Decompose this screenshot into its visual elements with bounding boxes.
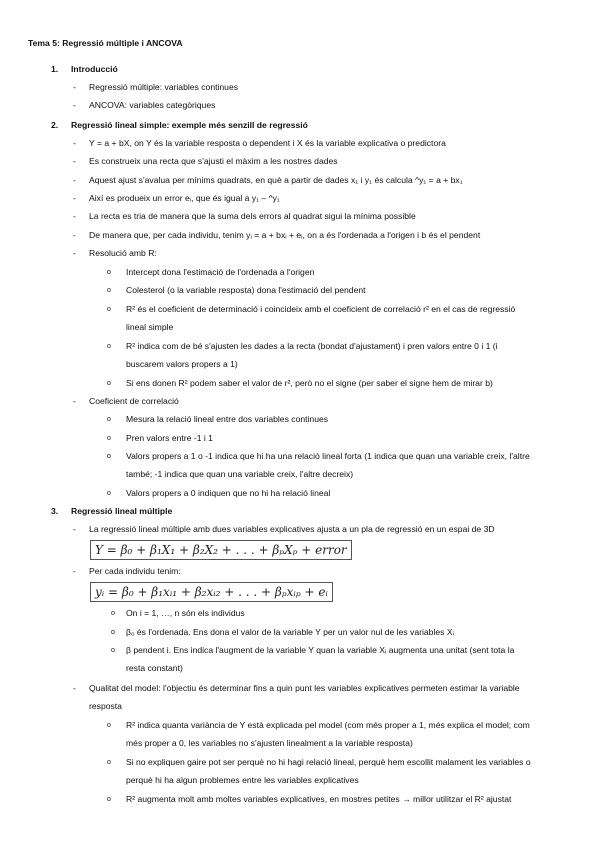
dash-bullet: -: [73, 683, 76, 693]
sub-item: Valors propers a 1 o -1 indica que hi ha una relació lineal forta (1 indica que quan una variable creix, l'altre: [126, 451, 530, 461]
circle-bullet-icon: o: [111, 629, 115, 636]
list-item: Resolució amb R:: [89, 248, 157, 258]
sub-item: Si no expliquen gaire pot ser perquè no hi hagi relació lineal, perquè hem escollit malament les variables o: [126, 757, 531, 767]
circle-bullet-icon: o: [107, 722, 111, 729]
dash-bullet: -: [73, 100, 76, 110]
list-item: De manera que, per cada individu, tenim yᵢ = a + bxᵢ + eᵢ, on a és l'ordenada a l'origen i b és el pendent: [89, 230, 481, 240]
list-item: ANCOVA: variables categòriques: [89, 100, 216, 110]
list-item: Per cada individu tenim:: [89, 566, 181, 576]
dash-bullet: -: [73, 396, 76, 406]
list-item: Y = a + bX, on Y és la variable resposta o dependent i X és la variable explicativa o predictora: [89, 138, 446, 148]
formula-multiple-regression: Y = β₀ + β₁X₁ + β₂X₂ + . . . + βₚXₚ + error: [90, 540, 352, 560]
circle-bullet-icon: o: [107, 490, 111, 497]
circle-bullet-icon: o: [107, 435, 111, 442]
correlation-label: Coeficient de correlació: [89, 396, 179, 406]
circle-bullet-icon: o: [107, 759, 111, 766]
sub-item-continuation: perquè hi ha algun problemes entre les variables explicatives: [126, 775, 359, 785]
formula-individual: yᵢ = β₀ + β₁xᵢ₁ + β₂xᵢ₂ + . . . + βₚxᵢₚ + eᵢ: [90, 582, 333, 602]
sub-item-continuation: resta constant): [126, 663, 183, 673]
dash-bullet: -: [73, 156, 76, 166]
circle-bullet-icon: o: [111, 647, 115, 654]
sub-item: Si ens donen R² podem saber el valor de r², però no el signe (per saber el signe hem de mirar b): [126, 378, 493, 388]
circle-bullet-icon: o: [107, 287, 111, 294]
list-item: Es construeix una recta que s'ajusti el màxim a les nostres dades: [89, 156, 338, 166]
sub-item: Valors propers a 0 indiquen que no hi ha relació lineal: [126, 488, 331, 498]
dash-bullet: -: [73, 175, 76, 185]
circle-bullet-icon: o: [107, 269, 111, 276]
dash-bullet: -: [73, 82, 76, 92]
sub-item: R² indica com de bé s'ajusten les dades a la recta (bondat d'ajustament) i pren valors entre 0 i 1 (i: [126, 341, 498, 351]
list-item: La recta es tria de manera que la suma dels errors al quadrat sigui la mínima possible: [89, 211, 416, 221]
list-item: Qualitat del model: l'objectiu és determinar fins a quin punt les variables explicatives permeten estimar la variable: [89, 683, 520, 693]
sub-item: β pendent i. Ens indica l'augment de la variable Y quan la variable Xᵢ augmenta una unitat (sent tota la: [126, 645, 515, 655]
sub-item-continuation: lineal simple: [126, 322, 174, 332]
sub-item-continuation: també; -1 indica que quan una variable creix, l'altre decreix): [126, 469, 354, 479]
circle-bullet-icon: o: [107, 306, 111, 313]
list-item: La regressió lineal múltiple amb dues variables explicatives ajusta a un pla de regressió en un espai de 3D: [89, 524, 495, 534]
sub-item: Mesura la relació lineal entre dos variables continues: [126, 414, 329, 424]
list-item: Així es produeix un error eᵢ, que és igual a y₁ – ^y₁: [89, 193, 280, 203]
section-2-heading: Regressió lineal simple: exemple més senzill de regressió: [71, 120, 308, 130]
dash-bullet: -: [73, 248, 76, 258]
section-1-number: 1.: [51, 64, 59, 74]
sub-item: R² és el coeficient de determinació i coincideix amb el coeficient de correlació r² en el cas de regressió: [126, 304, 516, 314]
circle-bullet-icon: o: [107, 343, 111, 350]
list-item: Regressió múltiple: variables continues: [89, 82, 239, 92]
list-item-continuation: resposta: [89, 701, 122, 711]
dash-bullet: -: [73, 138, 76, 148]
circle-bullet-icon: o: [107, 416, 111, 423]
circle-bullet-icon: o: [111, 610, 115, 617]
dash-bullet: -: [73, 524, 76, 534]
circle-bullet-icon: o: [107, 380, 111, 387]
section-2-number: 2.: [51, 120, 59, 130]
dash-bullet: -: [73, 566, 76, 576]
sub-item: R² indica quanta variància de Y està explicada pel model (com més proper a 1, més explica el model; com: [126, 720, 530, 730]
section-3-number: 3.: [51, 506, 59, 516]
circle-bullet-icon: o: [107, 796, 111, 803]
sub-item-continuation: buscarem valors propers a 1): [126, 359, 238, 369]
document-title: Tema 5: Regressió múltiple i ANCOVA: [28, 38, 183, 48]
dash-bullet: -: [73, 230, 76, 240]
list-item: Aquest ajust s'avalua per mínims quadrats, en què a partir de dades x₁ i y₁ és calcula ^y₁ = a + bx₁: [89, 175, 463, 185]
circle-bullet-icon: o: [107, 453, 111, 460]
dash-bullet: -: [73, 193, 76, 203]
section-3-heading: Regressió lineal múltiple: [71, 506, 173, 516]
sub-item: Colesterol (o la variable resposta) dona l'estimació del pendent: [126, 285, 366, 295]
sub-item: R² augmenta molt amb moltes variables explicatives, en mostres petites → millor utilitzar el R² ajustat: [126, 794, 512, 804]
sub-item-continuation: més proper a 0, les variables no s'ajusten linealment a la variable resposta): [126, 738, 413, 748]
section-1-heading: Introducció: [71, 64, 118, 74]
sub-item: On i = 1, …, n són els individus: [126, 608, 245, 618]
sub-item: Intercept dona l'estimació de l'ordenada a l'origen: [126, 267, 315, 277]
sub-item: β₀ és l'ordenada. Ens dona el valor de la variable Y per un valor nul de les variables Xᵢ: [126, 627, 454, 637]
sub-item: Pren valors entre -1 i 1: [126, 433, 213, 443]
dash-bullet: -: [73, 211, 76, 221]
